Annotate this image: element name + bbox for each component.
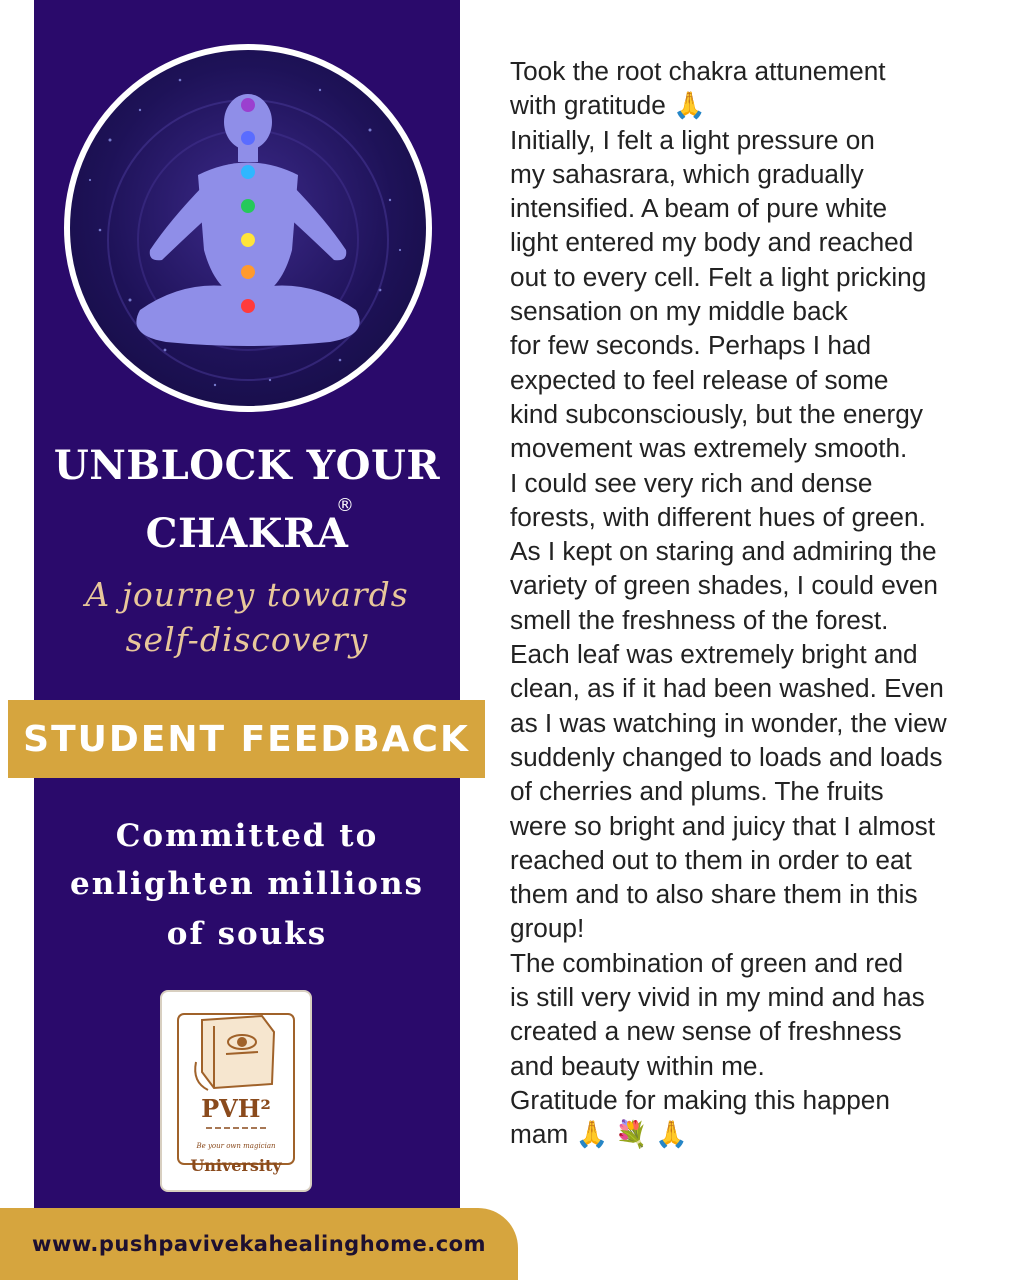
feedback-line: of cherries and plums. The fruits — [510, 776, 884, 807]
feedback-line: intensified. A beam of pure white — [510, 193, 888, 224]
feedback-line: smell the freshness of the forest. — [510, 604, 889, 635]
mission-line-1: Committed to — [115, 818, 379, 854]
meditation-figure-icon — [70, 50, 426, 406]
feedback-line: I could see very rich and dense — [510, 467, 873, 498]
feedback-line: As I kept on staring and admiring the — [510, 536, 937, 567]
feedback-line: suddenly changed to loads and loads — [510, 741, 943, 772]
feedback-line: variety of green shades, I could even — [510, 570, 938, 601]
title-line-2: CHAKRA — [145, 510, 349, 557]
logo-tagline: Be your own magician — [196, 1142, 276, 1150]
feedback-line: Each leaf was extremely bright and — [510, 639, 918, 670]
feedback-line: for few seconds. Perhaps I had — [510, 330, 872, 361]
feedback-line: movement was extremely smooth. — [510, 433, 908, 464]
feedback-line: kind subconsciously, but the energy — [510, 398, 923, 429]
feedback-line: were so bright and juicy that I almost — [510, 810, 936, 841]
student-feedback-banner — [8, 700, 485, 778]
feedback-line: out to every cell. Felt a light pricking — [510, 261, 927, 292]
feedback-line: is still very vivid in my mind and has — [510, 982, 925, 1013]
feedback-line: group! — [510, 913, 585, 944]
feedback-line: clean, as if it had been washed. Even — [510, 673, 944, 704]
subtitle-line-1: A journey towards — [85, 575, 409, 614]
feedback-line: sensation on my middle back — [510, 296, 848, 327]
logo-name: PVH² — [201, 1094, 271, 1123]
feedback-line: as I was watching in wonder, the view — [510, 707, 947, 738]
feedback-line: created a new sense of freshness — [510, 1016, 902, 1047]
feedback-line: mam 🙏 💐 🙏 — [510, 1119, 688, 1150]
website-banner — [0, 1208, 518, 1280]
feedback-intro-line: with gratitude 🙏 — [510, 90, 706, 121]
feedback-testimonial — [510, 54, 1010, 1152]
title-line-1: UNBLOCK YOUR — [53, 442, 441, 489]
website-link[interactable]: www.pushpavivekahealinghome.com — [32, 1232, 486, 1256]
feedback-line: light entered my body and reached — [510, 227, 914, 258]
feedback-intro-line: Took the root chakra attunement — [510, 56, 886, 86]
feedback-line: them and to also share them in this — [510, 879, 918, 910]
feedback-line: expected to feel release of some — [510, 364, 889, 395]
university-logo — [160, 990, 312, 1192]
feedback-line: Gratitude for making this happen — [510, 1084, 890, 1115]
feedback-line: forests, with different hues of green. — [510, 501, 926, 532]
section-label: STUDENT FEEDBACK — [23, 718, 470, 760]
mission-line-3: of souks — [166, 916, 328, 952]
registered-mark: ® — [336, 495, 354, 516]
feedback-line: The combination of green and red — [510, 947, 904, 978]
mission-line-2: enlighten millions — [70, 866, 424, 902]
feedback-line: my sahasrara, which gradually — [510, 158, 864, 189]
chakra-meditation-illustration — [64, 44, 432, 412]
feedback-line: and beauty within me. — [510, 1050, 765, 1081]
feedback-line: reached out to them in order to eat — [510, 844, 912, 875]
feedback-line: Initially, I felt a light pressure on — [510, 124, 875, 155]
subtitle-line-2: self-discovery — [125, 620, 369, 659]
logo-subtitle: University — [190, 1156, 282, 1175]
